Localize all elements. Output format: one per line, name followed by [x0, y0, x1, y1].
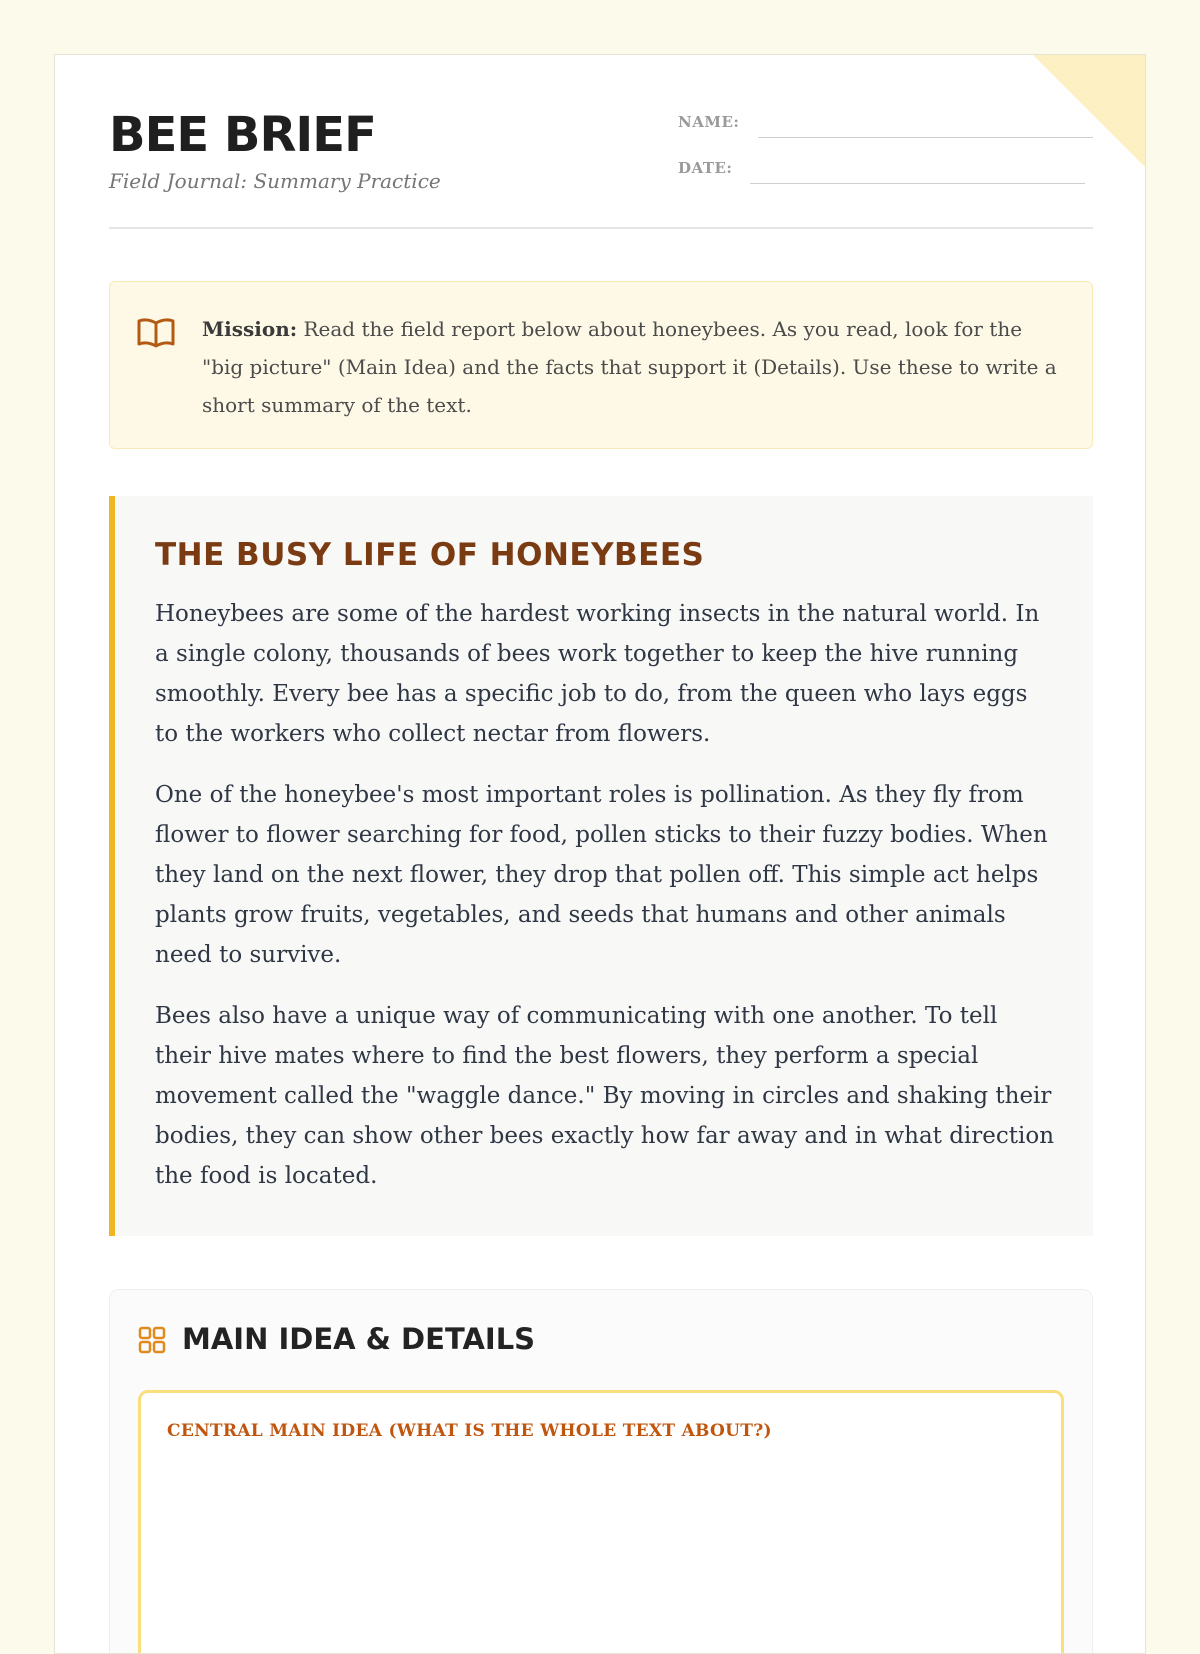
worksheet-header	[109, 55, 1093, 229]
date-field[interactable]	[750, 183, 1085, 184]
main-idea-section	[109, 1289, 1093, 1654]
mission-text	[202, 310, 1062, 424]
main-idea-title: MAIN IDEA & DETAILS	[182, 1322, 536, 1356]
mission-lead: Mission:	[202, 317, 298, 341]
reading-passage	[109, 496, 1093, 1236]
name-field[interactable]	[758, 137, 1093, 138]
passage-paragraph-1: Honeybees are some of the hardest working insects in the natural world. In a single colony, thousands of bees work together to keep the hive running smoothly. Every bee has a specific job to do, from the queen who lays eggs to the workers who collect nectar from flowers.	[155, 601, 1040, 747]
grid-icon	[138, 1326, 166, 1354]
mission-body: Read the field report below about honeybees. As you read, look for the "big picture" (Main Idea) and the facts that support it (Details). Use these to write a short summary of the text.	[202, 317, 1057, 417]
worksheet-title: BEE BRIEF	[109, 107, 376, 163]
worksheet-page	[54, 54, 1146, 1654]
date-label: DATE:	[678, 159, 733, 177]
central-main-idea-label: CENTRAL MAIN IDEA (WHAT IS THE WHOLE TEXT ABOUT?)	[167, 1421, 772, 1441]
central-main-idea-box[interactable]	[138, 1390, 1064, 1654]
passage-title: THE BUSY LIFE OF HONEYBEES	[155, 537, 705, 573]
book-icon	[136, 316, 176, 350]
passage-paragraph-3: Bees also have a unique way of communicating with one another. To tell their hive mates where to find the best flowers, they perform a special movement called the "waggle dance." By moving in circles and shaking their bodies, they can show other bees exactly how far away and in what direction the food is located.	[155, 1003, 1055, 1189]
passage-paragraph-2: One of the honeybee's most important roles is pollination. As they fly from flower to flower searching for food, pollen sticks to their fuzzy bodies. When they land on the next flower, they drop that pollen off. This simple act helps plants grow fruits, vegetables, and seeds that humans and other animals need to survive.	[155, 782, 1048, 968]
name-label: NAME:	[678, 113, 740, 131]
worksheet-subtitle: Field Journal: Summary Practice	[109, 169, 441, 193]
mission-callout	[109, 281, 1093, 449]
